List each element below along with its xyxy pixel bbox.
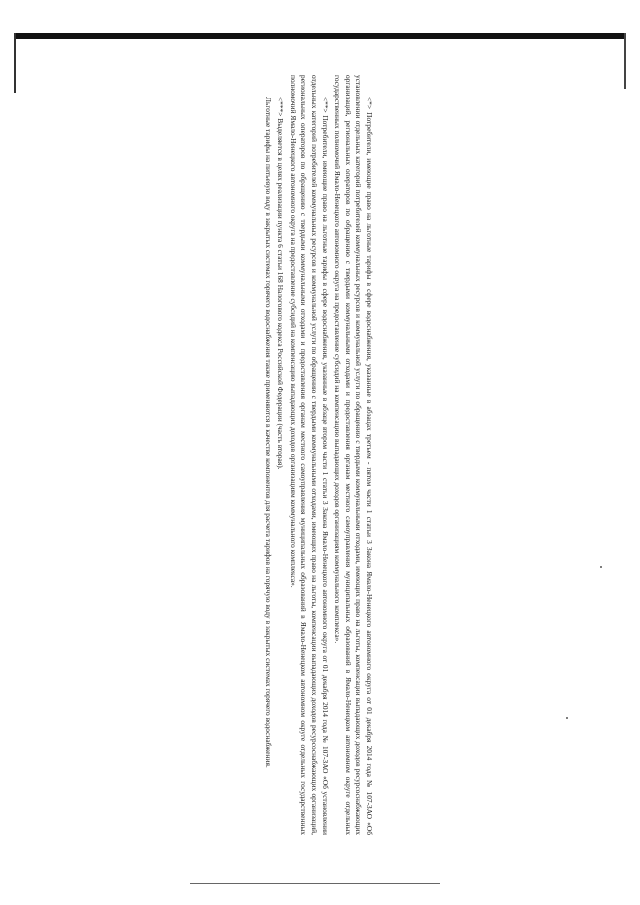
footnote-1: <*> Потребители, имеющие право на льготные тарифы в сфере водоснабжения, указанные в абзацах третьем - пятом части 1 статьи 3 Закона Ямало-Ненецкого автономного округа от 01 декабря 2014 года № 107-ЗАО «Об установлении отдельных категорий потребителей коммунальных ресурсов и коммунальной услуги по обращению с твердыми коммунальными отходами, имеющих право на льготы, компенсации выпадающих доходов ресурсоснабжающих организаций, региональных операторов по обращению с твердыми коммунальными отходами и предоставления органам местного самоуправления муниципальных образований в Ямало-Ненецком автономном округе отдельных государственных полномочий Ямало-Ненецкого автономного округа на предоставление субсидий на компенсацию выпадающих доходов организациям коммунального комплекса».: [333, 75, 374, 835]
scan-edge-left: [14, 33, 16, 93]
scan-speck: [600, 566, 602, 568]
scan-edge-right: [624, 33, 626, 89]
scan-edge-bottom: [190, 883, 440, 884]
scan-speck: [566, 717, 568, 719]
scan-edge-top: [14, 33, 626, 39]
footnote-2: <**> Потребители, имеющие право на льготные тарифы в сфере водоснабжения, указанные в абзаце втором части 1 статьи 3 Закона Ямало-Ненецкого автономного округа от 01 декабря 2014 года № 107-ЗАО «Об установлении отдельных категорий потребителей коммунальных ресурсов и коммунальной услуги по обращению с твердыми коммунальными отходами, имеющих право на льготы, компенсации выпадающих доходов ресурсоснабжающих организаций, региональных операторов по обращению с твердыми коммунальными отходами и предоставления органам местного самоуправления муниципальных образований в Ямало-Ненецком автономном округе отдельных государственных полномочий Ямало-Ненецкого автономного округа на предоставление субсидий на компенсацию выпадающих доходов организациям коммунального комплекса».: [288, 75, 330, 835]
footnotes-block: [262, 75, 374, 835]
footnote-3: <***> Выделяется в целях реализации пункта 6 статьи 168 Налогового кодекса Российской Федерации (часть вторая).: [276, 97, 286, 470]
footnote-4: Льготные тарифы на питьевую воду в закрытых системах горячего водоснабжения также применяются в качестве компонентов для расчета тарифов на горячую воду в закрытых системах горячего водоснабжения.: [263, 97, 273, 768]
